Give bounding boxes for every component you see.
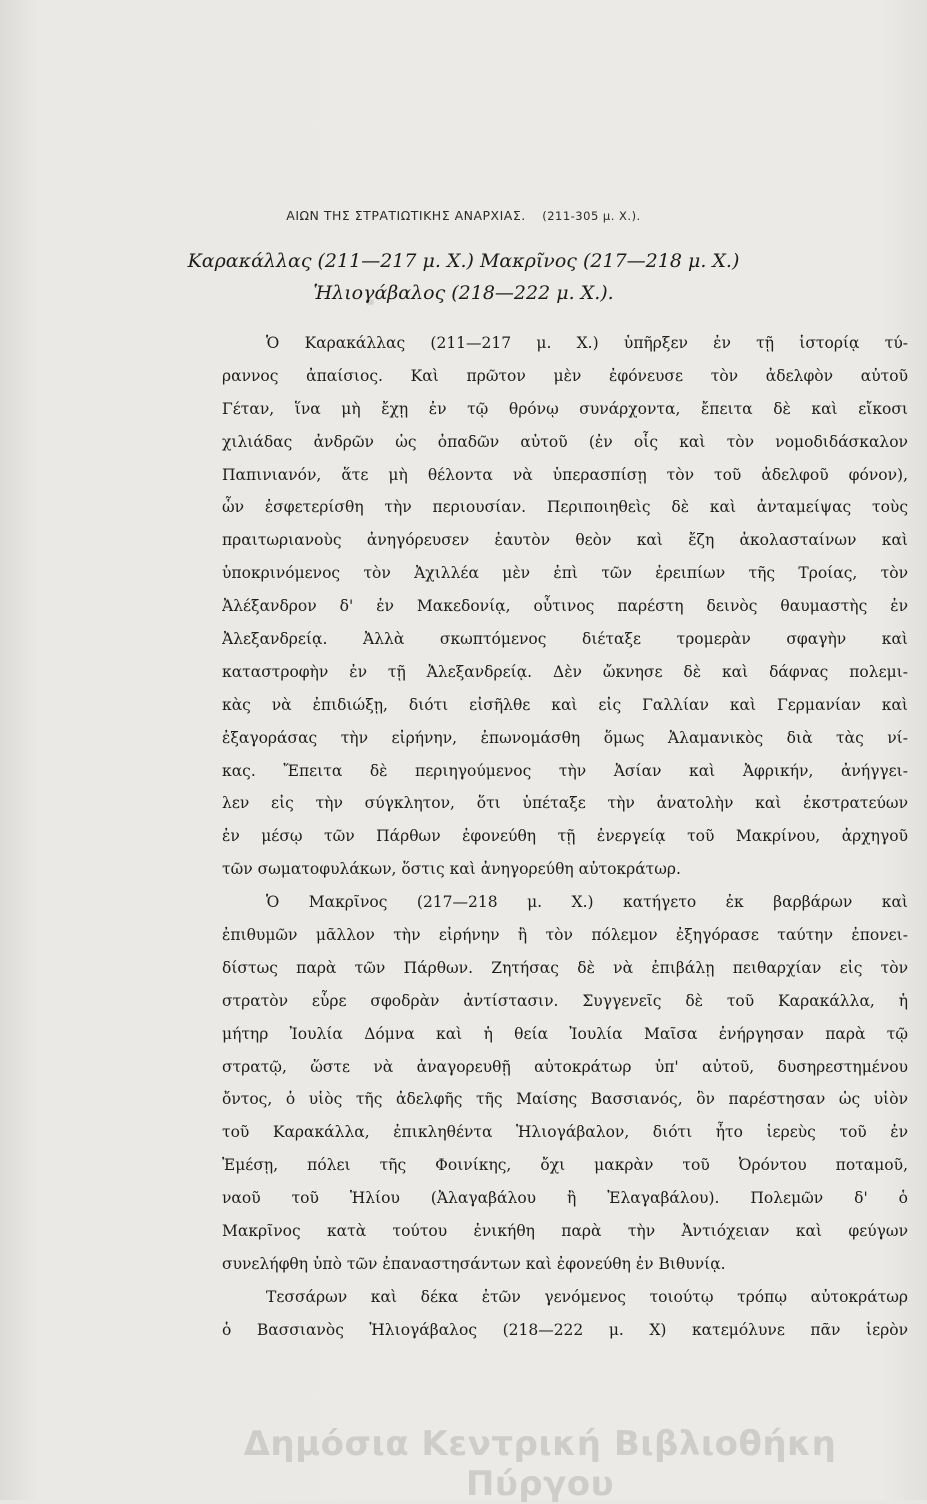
body-line: ὑποκρινόμενος τὸν Ἀχιλλέα μὲν ἐπὶ τῶν ἐρειπίων τῆς Τροίας, τὸν bbox=[222, 564, 908, 583]
running-head bbox=[0, 208, 927, 223]
running-head-title: ΑΙΩΝ ΤΗΣ ΣΤΡΑΤΙΩΤΙΚΗΣ ΑΝΑΡΧΙΑΣ. bbox=[286, 208, 526, 223]
body-line: ἐξαγοράσας τὴν εἰρήνην, ἐπωνομάσθη ὅμως Ἀλαμανικὸς διὰ τὰς νί- bbox=[222, 728, 908, 747]
body-line: πραιτωριανοὺς ἀνηγόρευσεν ἑαυτὸν θεὸν καὶ ἔζη ἀκολασταίνων καὶ bbox=[222, 531, 908, 550]
body-line: Τεσσάρων καὶ δέκα ἐτῶν γενόμενος τοιούτῳ τρόπῳ αὐτοκράτωρ bbox=[266, 1287, 908, 1306]
body-line: Ὁ Μακρῖνος (217—218 μ. Χ.) κατήγετο ἐκ βαρβάρων καὶ bbox=[266, 893, 908, 912]
body-line: κας. Ἔπειτα δὲ περιηγούμενος τὴν Ἀσίαν καὶ Ἀφρικήν, ἀνήγγει- bbox=[222, 761, 908, 780]
running-head-range: (211-305 μ. Χ.). bbox=[542, 209, 641, 223]
body-line: καταστροφὴν ἐν τῇ Ἀλεξανδρείᾳ. Δὲν ὤκνησε δὲ καὶ δάφνας πολεμι- bbox=[222, 662, 908, 681]
body-line: λεν εἰς τὴν σύγκλητον, ὅτι ὑπέταξε τὴν ἀνατολὴν καὶ ἐκστρατεύων bbox=[222, 794, 908, 813]
body-line: στρατὸν εὗρε σφοδρὰν ἀντίστασιν. Συγγενεῖς δὲ τοῦ Καρακάλλα, ἡ bbox=[222, 991, 908, 1010]
body-line: τῶν σωματοφυλάκων, ὅστις καὶ ἀνηγορεύθη αὐτοκράτωρ. bbox=[222, 860, 681, 879]
body-line: κὰς νὰ ἐπιδιώξῃ, διότι εἰσῆλθε καὶ εἰς Γαλλίαν καὶ Γερμανίαν καὶ bbox=[222, 695, 908, 714]
body-line: ραννος ἀπαίσιος. Καὶ πρῶτον μὲν ἐφόνευσε τὸν ἀδελφὸν αὐτοῦ bbox=[222, 366, 908, 385]
body-line: Ἐμέσῃ, πόλει τῆς Φοινίκης, ὄχι μακρὰν τοῦ Ὀρόντου ποταμοῦ, bbox=[222, 1156, 908, 1175]
body-line: Μακρῖνος κατὰ τούτου ἐνικήθη παρὰ τὴν Ἀντιόχειαν καὶ φεύγων bbox=[222, 1222, 908, 1241]
body-line: ναοῦ τοῦ Ἡλίου (Ἀλαγαβάλου ἢ Ἐλαγαβάλου). Πολεμῶν δ' ὁ bbox=[222, 1189, 908, 1208]
body-line: χιλιάδας ἀνδρῶν ὡς ὀπαδῶν αὐτοῦ (ἐν οἷς καὶ τὸν νομοδιδάσκαλον bbox=[222, 432, 908, 451]
body-line: ἐν μέσῳ τῶν Πάρθων ἐφονεύθη τῇ ἐνεργείᾳ τοῦ Μακρίνου, ἀρχηγοῦ bbox=[222, 827, 908, 846]
body-line: ὄντος, ὁ υἱὸς τῆς ἀδελφῆς τῆς Μαίσης Βασσιανός, ὃν παρέστησαν ὡς υἱὸν bbox=[222, 1090, 908, 1109]
body-line: Παπινιανόν, ἅτε μὴ θέλοντα νὰ ὑπερασπίσῃ τὸν τοῦ ἀδελφοῦ φόνον), bbox=[222, 465, 908, 484]
body-line: συνελήφθη ὑπὸ τῶν ἐπαναστησάντων καὶ ἐφονεύθη ἐν Βιθυνίᾳ. bbox=[222, 1254, 726, 1273]
body-line: ὁ Βασσιανὸς Ἡλιογάβαλος (218—222 μ. Χ) κατεμόλυνε πᾶν ἱερὸν bbox=[222, 1320, 908, 1339]
library-watermark: Δημόσια Κεντρική Βιβλιοθήκη Πύργου bbox=[243, 1424, 837, 1504]
body-line: στρατῷ, ὥστε νὰ ἀναγορευθῇ αὐτοκράτωρ ὑπ' αὐτοῦ, δυσηρεστημένου bbox=[222, 1057, 908, 1076]
section-subtitle-line-2: Ἡλιογάβαλος (218—222 μ. Χ.). bbox=[313, 282, 614, 304]
section-subtitle-line-1: Καρακάλλας (211—217 μ. Χ.) Μακρῖνος (217—218 μ. Χ.) bbox=[187, 250, 740, 272]
body-line: μήτηρ Ἰουλία Δόμνα καὶ ἡ θεία Ἰουλία Μαῖσα ἐνήργησαν παρὰ τῷ bbox=[222, 1024, 908, 1043]
body-line: Γέταν, ἵνα μὴ ἔχῃ ἐν τῷ θρόνῳ συνάρχοντα, ἔπειτα δὲ καὶ εἴκοσι bbox=[222, 399, 908, 418]
body-line: ὧν ἐσφετερίσθη τὴν περιουσίαν. Περιποιηθεὶς δὲ καὶ ἀνταμείψας τοὺς bbox=[222, 498, 908, 517]
body-text bbox=[222, 327, 908, 1347]
body-line: Ὁ Καρακάλλας (211—217 μ. Χ.) ὑπῆρξεν ἐν τῇ ἱστορίᾳ τύ- bbox=[266, 334, 908, 352]
body-line: Ἀλεξανδρείᾳ. Ἀλλὰ σκωπτόμενος διέταξε τρομερὰν σφαγὴν καὶ bbox=[222, 630, 908, 649]
body-line: δίστως παρὰ τῶν Πάρθων. Ζητήσας δὲ νὰ ἐπιβάλῃ πειθαρχίαν εἰς τὸν bbox=[222, 958, 908, 977]
body-line: Ἀλέξανδρον δ' ἐν Μακεδονίᾳ, οὗτινος παρέστη δεινὸς θαυμαστὴς ἐν bbox=[222, 597, 908, 616]
body-line: τοῦ Καρακάλλα, ἐπικληθέντα Ἡλιογάβαλον, διότι ἦτο ἱερεὺς τοῦ ἐν bbox=[222, 1123, 908, 1142]
body-line: ἐπιθυμῶν μᾶλλον τὴν εἰρήνην ἢ τὸν πόλεμον ἐξηγόρασε ταύτην ἐπονει- bbox=[222, 926, 908, 945]
